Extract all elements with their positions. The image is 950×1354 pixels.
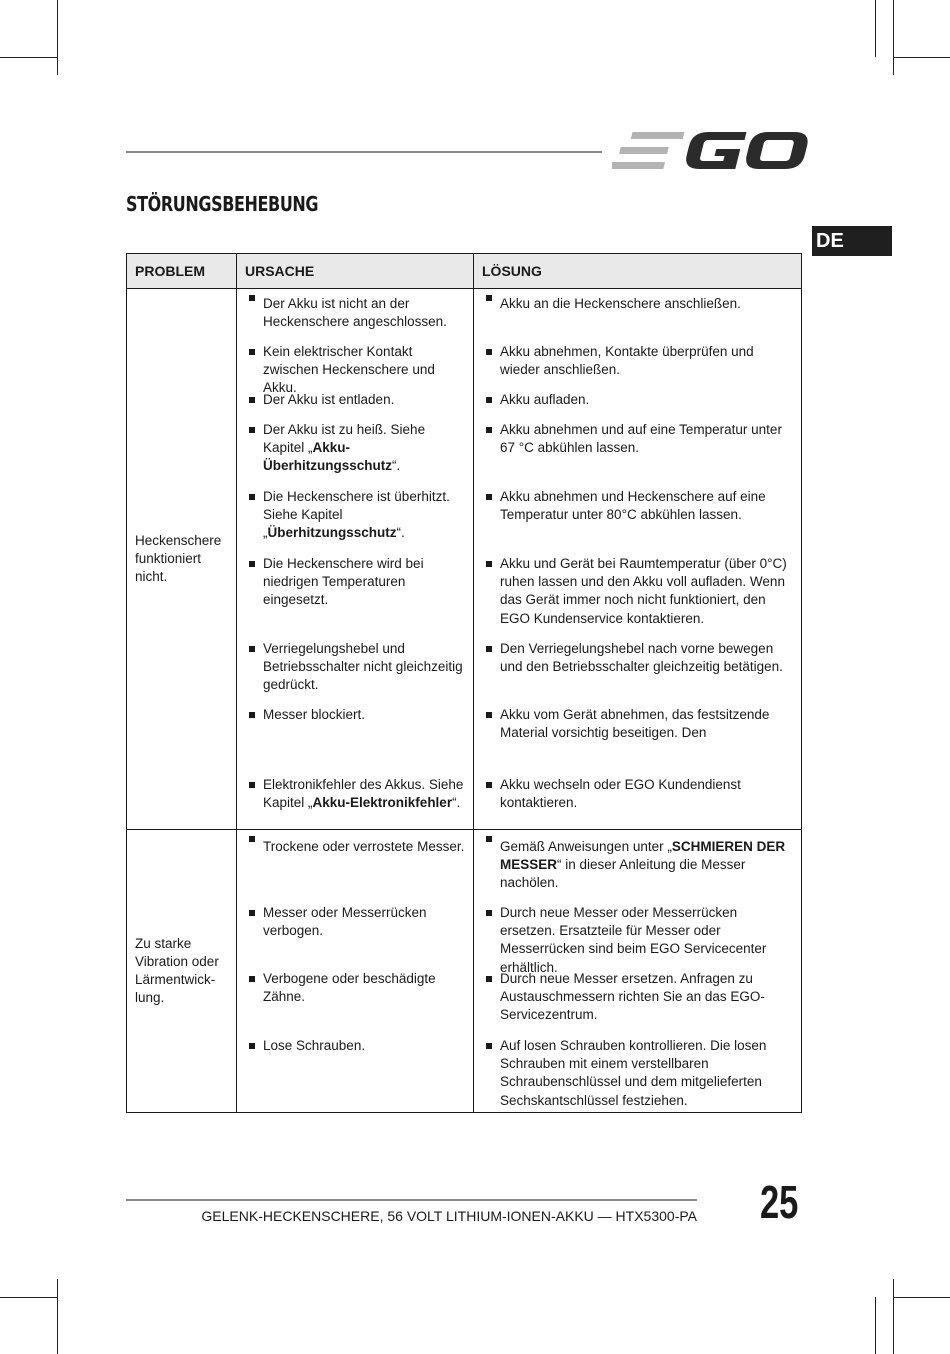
solution-item: Akku vom Gerät abnehmen, das festsitzende Material vorsichtig beseitigen. Den [474, 706, 801, 776]
cause-item: Elektronikfehler des Akkus. Siehe Kapitel „Akku-Elektronikfehler“. [237, 776, 473, 829]
solution-cell [474, 830, 802, 1113]
table-row-section [127, 830, 802, 1113]
crop-mark [875, 1297, 876, 1354]
solution-list [474, 289, 801, 829]
crop-mark [57, 1279, 58, 1354]
cause-item: Lose Schrauben. [237, 1037, 473, 1112]
cause-item: Der Akku ist entladen. [237, 391, 473, 421]
language-tab: DE [812, 226, 892, 256]
solution-cell [474, 289, 802, 830]
solution-item: Akku und Gerät bei Raumtemperatur (über 0°C) ruhen lassen und den Akku voll aufladen. Wenn das Gerät immer noch nicht funktioniert, den EGO Kundenservice kontaktieren. [474, 555, 801, 640]
solution-item: Akku abnehmen und auf eine Temperatur unter 67 °C abkühlen lassen. [474, 421, 801, 488]
troubleshooting-table-container [126, 253, 801, 1113]
solution-item: Den Verriegelungshebel nach vorne bewegen und den Betriebsschalter gleichzeitig betätigen. [474, 640, 801, 706]
cause-item: Die Heckenschere wird bei niedrigen Temperaturen eingesetzt. [237, 555, 473, 640]
solution-item: Akku aufladen. [474, 391, 801, 421]
solution-item: Akku wechseln oder EGO Kundendienst kontaktieren. [474, 776, 801, 829]
cause-item: Der Akku ist zu heiß. Siehe Kapitel „Akku-Überhitzungsschutz“. [237, 421, 473, 488]
cause-item: Verbogene oder beschädigte Zähne. [237, 970, 473, 1037]
footer-rule [126, 1199, 697, 1201]
solution-item: Akku an die Heckenschere anschließen. [474, 289, 801, 343]
cause-item: Die Heckenschere ist überhitzt. Siehe Kapitel „Überhitzungsschutz“. [237, 488, 473, 555]
problem-cell: Zu starke Vibration oder Lärmentwick-lung. [127, 830, 237, 1113]
crop-mark [893, 57, 950, 58]
crop-mark [0, 1297, 57, 1298]
crop-mark [0, 57, 57, 58]
footer-product-title: GELENK-HECKENSCHERE, 56 VOLT LITHIUM-IONEN-AKKU — HTX5300-PA [201, 1208, 697, 1224]
cause-list [237, 289, 473, 829]
crop-mark [893, 1279, 894, 1354]
cause-item: Verriegelungshebel und Betriebsschalter nicht gleichzeitig gedrückt. [237, 640, 473, 706]
solution-item: Durch neue Messer ersetzen. Anfragen zu Austauschmessern richten Sie an das EGO-Servicezentrum. [474, 970, 801, 1037]
solution-item: Akku abnehmen, Kontakte überprüfen und wieder anschließen. [474, 343, 801, 391]
table-header-row [127, 254, 802, 289]
crop-mark [875, 0, 876, 57]
crop-mark [57, 0, 58, 75]
cause-item: Trockene oder verrostete Messer. [237, 830, 473, 904]
troubleshooting-table [126, 253, 802, 1113]
problem-cell: Heckenschere funktioniert nicht. [127, 289, 237, 830]
crop-mark [893, 1297, 950, 1298]
column-header-problem: PROBLEM [127, 254, 237, 289]
ego-logo [612, 126, 808, 176]
solution-item: Gemäß Anweisungen unter „SCHMIEREN DER MESSER“ in dieser Anleitung die Messer nachölen. [474, 830, 801, 904]
page-title: STÖRUNGSBEHEBUNG [126, 192, 319, 216]
solution-item: Auf losen Schrauben kontrollieren. Die losen Schrauben mit einem verstellbaren Schraubenschlüssel und dem mitgelieferten Sechskantschlüssel festziehen. [474, 1037, 801, 1112]
cause-item: Der Akku ist nicht an der Heckenschere angeschlossen. [237, 289, 473, 343]
page-number: 25 [760, 1176, 799, 1228]
crop-mark [893, 0, 894, 75]
solution-item: Durch neue Messer oder Messerrücken ersetzen. Ersatzteile für Messer oder Messerrücken sind beim EGO Servicecenter erhältlich. [474, 904, 801, 970]
cause-cell [237, 830, 474, 1113]
cause-item: Kein elektrischer Kontakt zwischen Heckenschere und Akku. [237, 343, 473, 391]
header-rule [126, 151, 602, 153]
cause-item: Messer blockiert. [237, 706, 473, 776]
solution-list [474, 830, 801, 1112]
cause-cell [237, 289, 474, 830]
cause-list [237, 830, 473, 1112]
table-row-section [127, 289, 802, 830]
cause-item: Messer oder Messerrücken verbogen. [237, 904, 473, 970]
column-header-solution: LÖSUNG [474, 254, 802, 289]
column-header-cause: URSACHE [237, 254, 474, 289]
solution-item: Akku abnehmen und Heckenschere auf eine Temperatur unter 80°C abkühlen lassen. [474, 488, 801, 555]
